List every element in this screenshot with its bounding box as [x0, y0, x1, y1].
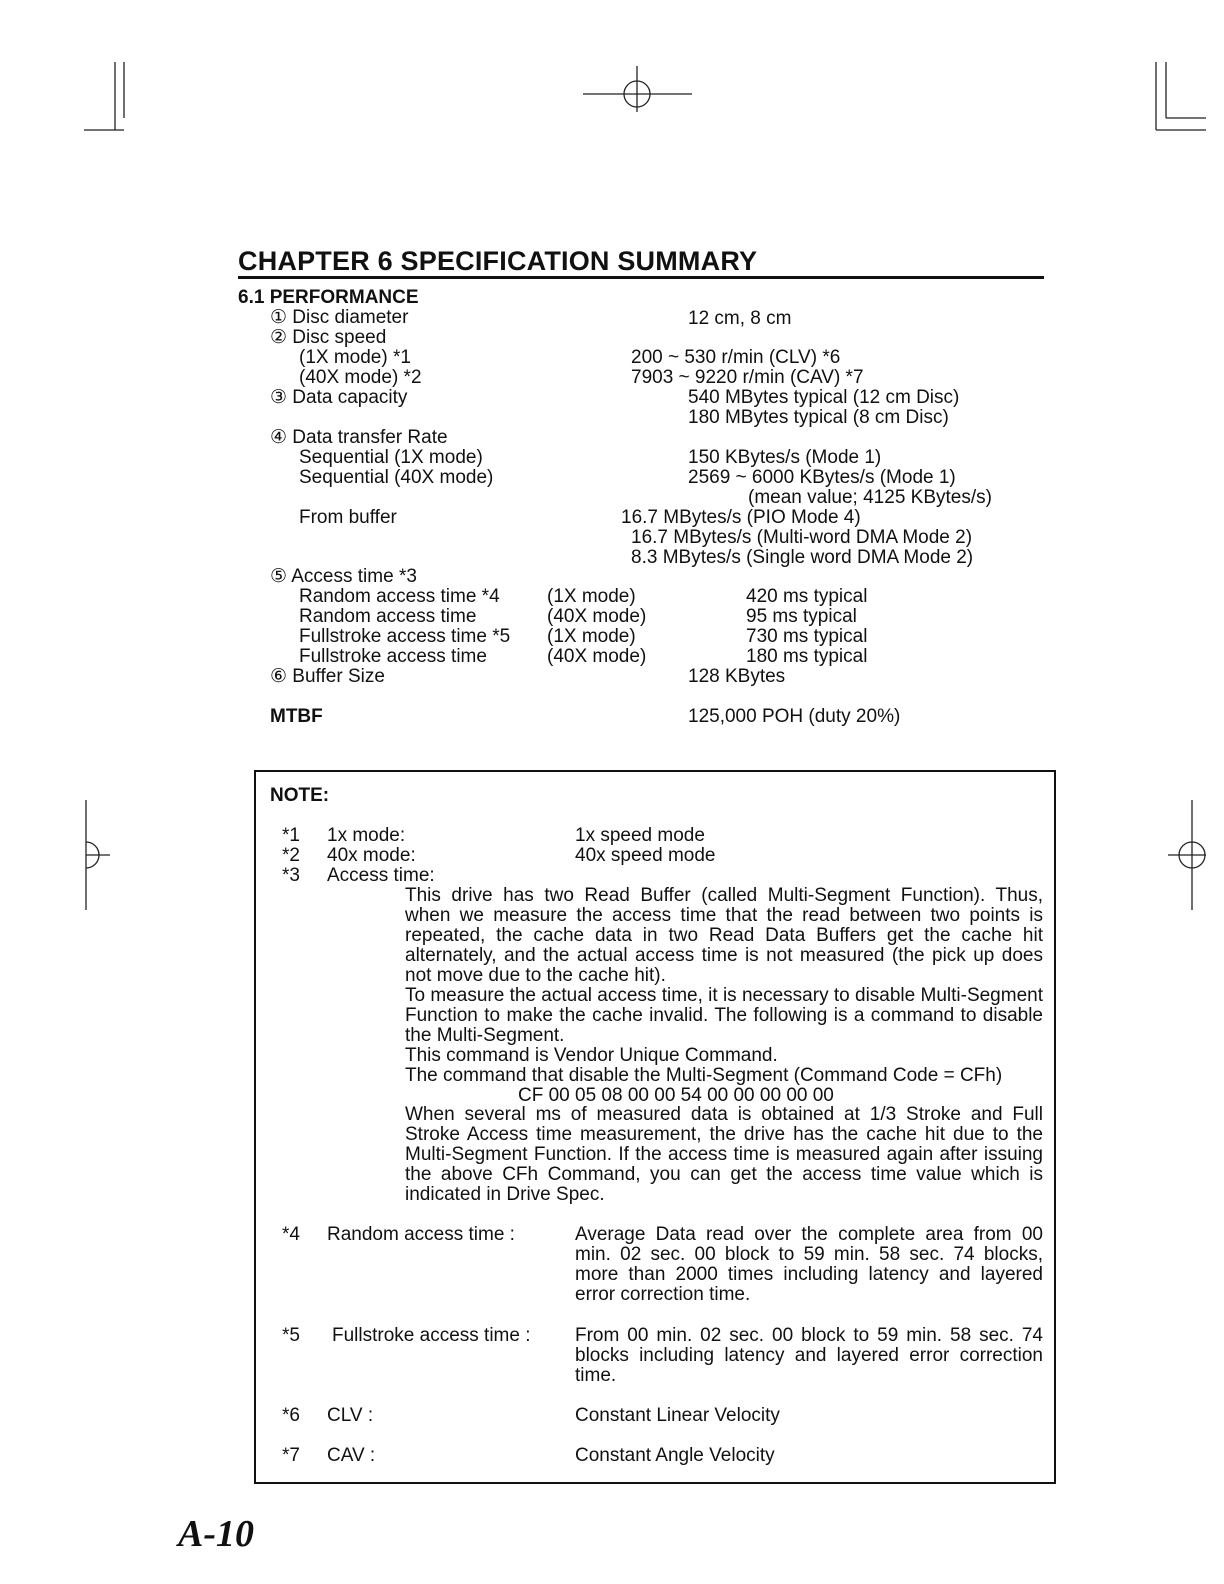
- note-paragraph: The command that disable the Multi-Segment (Command Code = CFh): [405, 1065, 1003, 1086]
- spec-label: (40X mode) *2: [299, 367, 422, 388]
- spec-label: Sequential (40X mode): [299, 467, 494, 488]
- note-mark: *7: [282, 1445, 300, 1466]
- note-mark: *4: [282, 1224, 300, 1245]
- note-term: Fullstroke access time :: [332, 1325, 531, 1346]
- note-mark: *5: [282, 1325, 300, 1346]
- spec-value: 12 cm, 8 cm: [688, 308, 792, 329]
- note-paragraph: This drive has two Read Buffer (called Multi-Segment Function). Thus, when we measure the access time that the read between two points is repeated, the cache data in two Read Data Buffers get the cache hit alternately, and the actual access time is not measured (the pick up does not move due to the cache hit).: [405, 885, 1043, 986]
- spec-label: ⑥ Buffer Size: [270, 666, 385, 687]
- section-heading: 6.1 PERFORMANCE: [238, 287, 419, 308]
- note-mark: *1: [282, 825, 300, 846]
- spec-value: 7903 ~ 9220 r/min (CAV) *7: [631, 367, 864, 388]
- note-desc: 1x speed mode: [575, 825, 705, 846]
- note-command: CF 00 05 08 00 00 54 00 00 00 00 00: [518, 1085, 834, 1106]
- chapter-title: CHAPTER 6 SPECIFICATION SUMMARY: [238, 246, 758, 276]
- note-paragraph: When several ms of measured data is obtained at 1/3 Stroke and Full Stroke Access time measurement, the drive has the cache hit due to the Multi-Segment Function. If the access time is measured again after issuing the above CFh Command, you can get the access time value which is indicated in Drive Spec.: [405, 1104, 1043, 1205]
- spec-value: 730 ms typical: [746, 626, 868, 647]
- note-mark: *2: [282, 845, 300, 866]
- spec-label: MTBF: [270, 706, 323, 727]
- note-heading: NOTE:: [270, 785, 330, 806]
- spec-value: 125,000 POH (duty 20%): [688, 706, 901, 727]
- note-desc: From 00 min. 02 sec. 00 block to 59 min. 58 sec. 74 blocks including latency and layered error correction time.: [575, 1325, 1043, 1386]
- spec-label: ⑤ Access time *3: [270, 566, 417, 587]
- spec-label: (1X mode) *1: [299, 347, 411, 368]
- spec-label: Fullstroke access time *5: [299, 626, 511, 647]
- note-desc: Constant Linear Velocity: [575, 1405, 780, 1426]
- note-paragraph: This command is Vendor Unique Command.: [405, 1045, 778, 1066]
- spec-value: 150 KBytes/s (Mode 1): [688, 447, 882, 468]
- note-term: 1x mode:: [327, 825, 406, 846]
- spec-mode: (1X mode): [547, 586, 636, 607]
- note-paragraph: To measure the actual access time, it is necessary to disable Multi-Segment Function to make the cache invalid. The following is a command to disable the Multi-Segment.: [405, 985, 1043, 1046]
- spec-value: 180 ms typical: [746, 646, 868, 667]
- spec-label: Sequential (1X mode): [299, 447, 483, 468]
- spec-value: 8.3 MBytes/s (Single word DMA Mode 2): [631, 547, 974, 568]
- spec-value: 420 ms typical: [746, 586, 868, 607]
- note-mark: *3: [282, 865, 300, 886]
- spec-value: 200 ~ 530 r/min (CLV) *6: [631, 347, 841, 368]
- note-desc: Constant Angle Velocity: [575, 1445, 775, 1466]
- spec-label: ① Disc diameter: [270, 307, 409, 328]
- spec-label: ③ Data capacity: [270, 387, 408, 408]
- note-term: 40x mode:: [327, 845, 416, 866]
- spec-label: From buffer: [299, 507, 397, 528]
- spec-value: 180 MBytes typical (8 cm Disc): [688, 407, 949, 428]
- spec-label: Fullstroke access time: [299, 646, 487, 667]
- spec-label: ② Disc speed: [270, 327, 387, 348]
- spec-value: 540 MBytes typical (12 cm Disc): [688, 387, 960, 408]
- title-underline: [238, 276, 1044, 279]
- spec-mode: (40X mode): [547, 606, 647, 627]
- note-term: CLV :: [327, 1405, 374, 1426]
- spec-mode: (40X mode): [547, 646, 647, 667]
- spec-value: 95 ms typical: [746, 606, 857, 627]
- note-desc: 40x speed mode: [575, 845, 716, 866]
- spec-value: 16.7 MBytes/s (PIO Mode 4): [621, 507, 861, 528]
- spec-mode: (1X mode): [547, 626, 636, 647]
- spec-value: 128 KBytes: [688, 666, 786, 687]
- note-term: Random access time :: [327, 1224, 515, 1245]
- note-term: CAV :: [327, 1445, 376, 1466]
- spec-value: 2569 ~ 6000 KBytes/s (Mode 1): [688, 467, 956, 488]
- spec-label: Random access time *4: [299, 586, 500, 607]
- spec-label: ④ Data transfer Rate: [270, 427, 448, 448]
- note-term: Access time:: [327, 865, 435, 886]
- page-number: A-10: [178, 1513, 254, 1555]
- spec-label: Random access time: [299, 606, 477, 627]
- note-mark: *6: [282, 1405, 300, 1426]
- note-desc: Average Data read over the complete area from 00 min. 02 sec. 00 block to 59 min. 58 sec. 74 blocks, more than 2000 times including latency and layered error correction time.: [575, 1224, 1043, 1305]
- spec-value: 16.7 MBytes/s (Multi-word DMA Mode 2): [631, 527, 973, 548]
- spec-value: (mean value; 4125 KBytes/s): [748, 487, 992, 508]
